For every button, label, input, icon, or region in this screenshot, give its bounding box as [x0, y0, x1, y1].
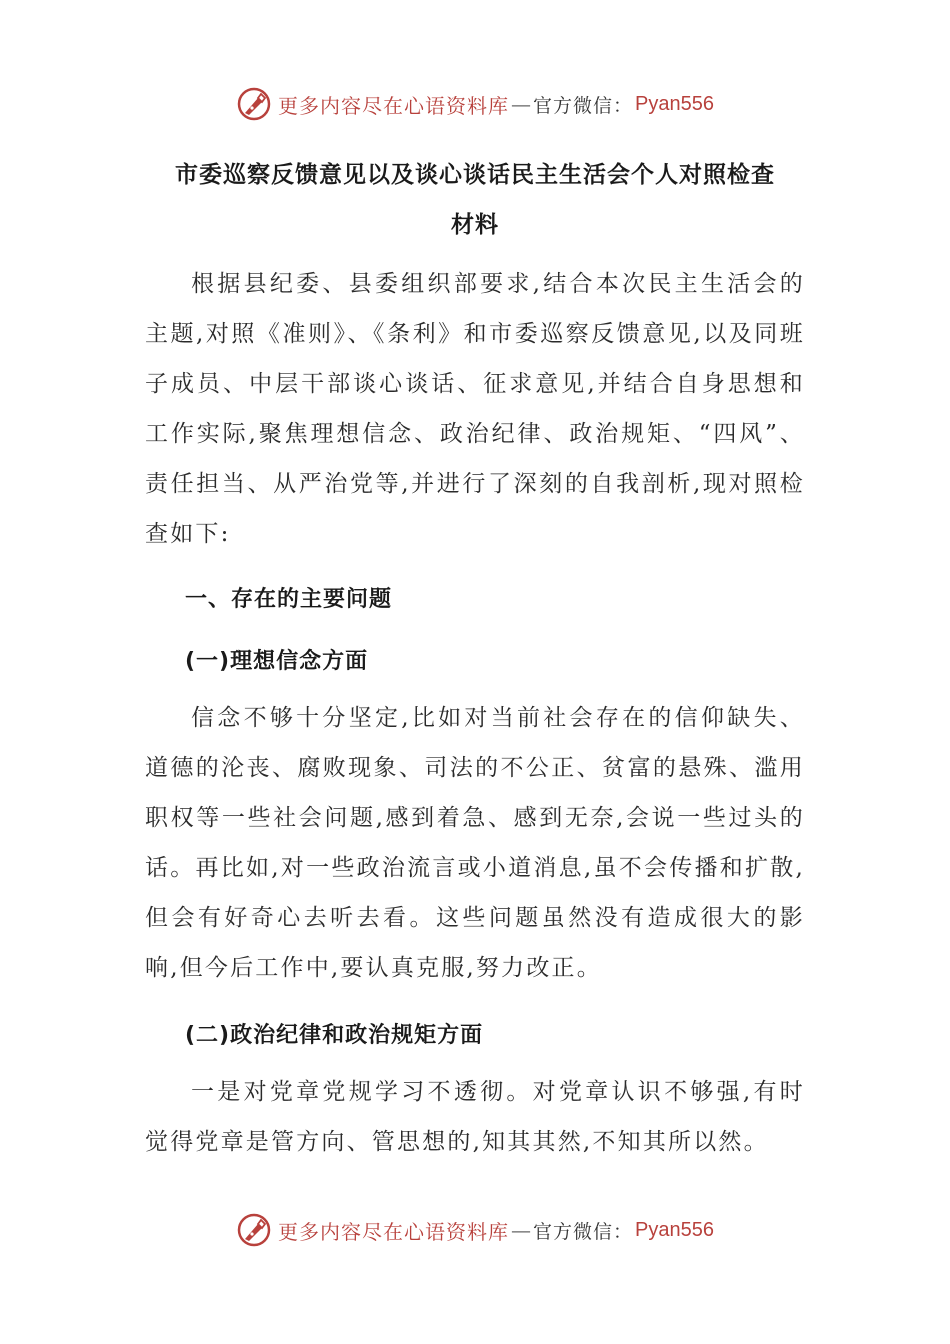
section-heading: 一、存在的主要问题 [185, 587, 393, 612]
banner-separator: — [511, 1218, 531, 1242]
document-title-line-2: 材料 [451, 212, 499, 238]
pen-nib-icon [236, 86, 272, 122]
subsection-heading: (二)政治纪律和政治规矩方面 [185, 1023, 484, 1048]
subsection-heading: (一)理想信念方面 [185, 649, 369, 674]
banner-separator: — [511, 92, 531, 116]
document-title-line-1: 市委巡察反馈意见以及谈心谈话民主生活会个人对照检查 [175, 162, 775, 188]
intro-paragraph: 根据县纪委、县委组织部要求,结合本次民主生活会的主题,对照《准则》、《条利》和市委巡察反馈意见,以及同班子成员、中层干部谈心谈话、征求意见,并结合自身思想和工作实际,聚焦理想信念、政治纪律、政治规矩、“四风”、责任担当、从严治党等,并进行了深刻的自我剖析,现对照检查如下: [145, 271, 805, 547]
document-body [145, 259, 805, 1167]
banner-wechat-id: Pyan556 [635, 92, 714, 115]
header-banner [0, 84, 950, 124]
banner-official-label: 官方微信： [533, 94, 634, 117]
footer-banner [0, 1210, 950, 1250]
subsection-paragraph: 一是对党章党规学习不透彻。对党章认识不够强,有时觉得党章是管方向、管思想的,知其其然,不知其所以然。 [145, 1079, 805, 1155]
banner-brand-text: 更多内容尽在心语资料库 [278, 1219, 509, 1244]
banner-official-label: 官方微信： [533, 1220, 634, 1243]
banner-brand-text: 更多内容尽在心语资料库 [278, 93, 509, 118]
banner-wechat-id: Pyan556 [635, 1218, 714, 1241]
pen-nib-icon [236, 1212, 272, 1248]
subsection-paragraph: 信念不够十分坚定,比如对当前社会存在的信仰缺失、道德的沦丧、腐败现象、司法的不公正、贫富的悬殊、滥用职权等一些社会问题,感到着急、感到无奈,会说一些过头的话。再比如,对一些政治流言或小道消息,虽不会传播和扩散,但会有好奇心去听去看。这些问题虽然没有造成很大的影响,但今后工作中,要认真克服,努力改正。 [145, 705, 805, 981]
